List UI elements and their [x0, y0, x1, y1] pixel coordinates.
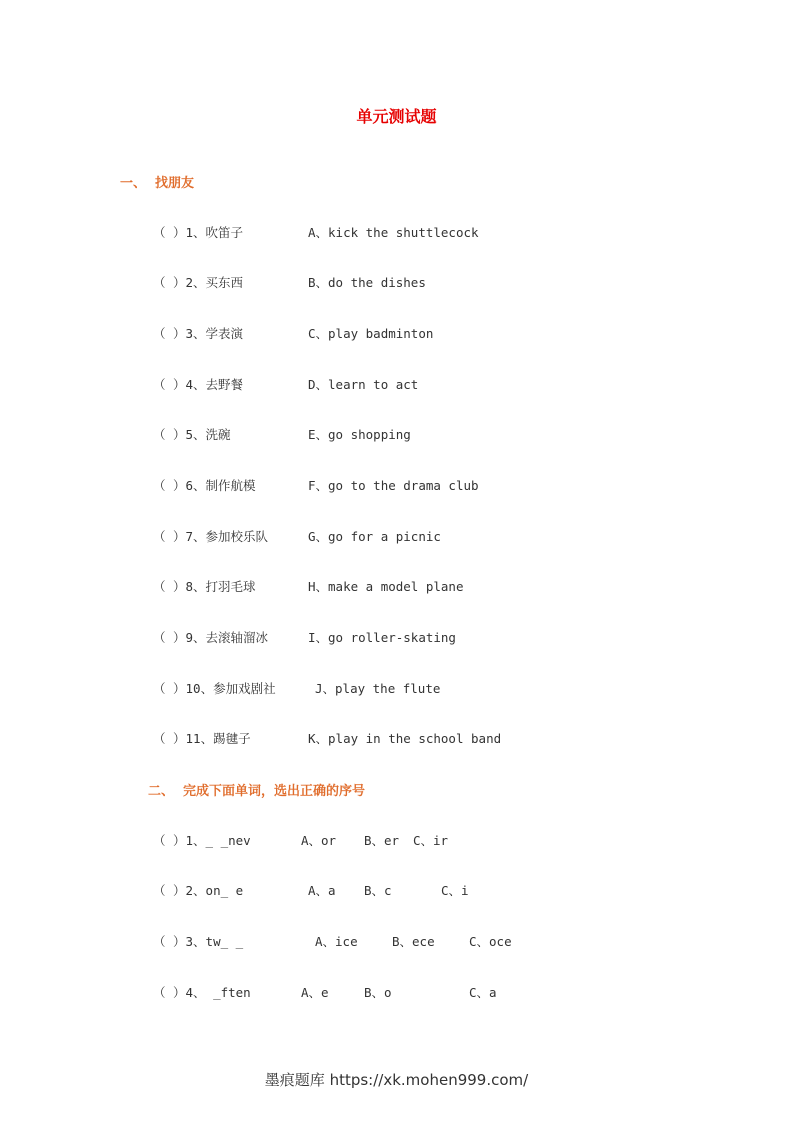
- english-phrase: F、go to the drama club: [308, 478, 479, 493]
- option-a: A、ice: [315, 934, 358, 949]
- section-2-heading: 二、 完成下面单词，选出正确的序号: [148, 784, 366, 799]
- option-b: B、c: [364, 883, 392, 898]
- option-a: A、a: [308, 883, 336, 898]
- chinese-phrase: （ ）5、洗碗: [153, 427, 231, 442]
- matching-row: [153, 527, 441, 572]
- english-phrase: C、play badminton: [308, 326, 434, 341]
- chinese-phrase: （ ）9、去滚轴溜冰: [153, 630, 269, 645]
- option-c: C、a: [469, 985, 497, 1000]
- question-stem: （ ）4、 _ften: [153, 985, 251, 1000]
- option-c: C、oce: [469, 934, 512, 949]
- chinese-phrase: （ ）8、打羽毛球: [153, 579, 256, 594]
- question-stem: （ ）1、_ _nev: [153, 833, 251, 848]
- chinese-phrase: （ ）7、参加校乐队: [153, 529, 269, 544]
- matching-row: [153, 729, 502, 774]
- chinese-phrase: （ ）2、买东西: [153, 275, 244, 290]
- page-title: 单元测试题: [356, 107, 437, 126]
- english-phrase: D、learn to act: [308, 377, 419, 392]
- matching-row: [153, 577, 464, 622]
- chinese-phrase: （ ）10、参加戏剧社: [153, 681, 276, 696]
- footer-watermark: 墨痕题库 https://xk.mohen999.com/: [264, 1071, 529, 1089]
- english-phrase: A、kick the shuttlecock: [308, 225, 479, 240]
- option-a: A、e: [301, 985, 329, 1000]
- chinese-phrase: （ ）6、制作航模: [153, 478, 256, 493]
- matching-row: [153, 223, 479, 268]
- english-phrase: E、go shopping: [308, 427, 411, 442]
- option-c: C、ir: [413, 833, 449, 848]
- chinese-phrase: （ ）1、吹笛子: [153, 225, 244, 240]
- option-b: B、ece: [392, 934, 435, 949]
- english-phrase: H、make a model plane: [308, 579, 464, 594]
- option-b: B、er: [364, 833, 400, 848]
- matching-row: [153, 324, 434, 369]
- matching-row: [153, 375, 419, 420]
- chinese-phrase: （ ）11、踢毽子: [153, 731, 251, 746]
- question-stem: （ ）3、tw_ _: [153, 934, 244, 949]
- chinese-phrase: （ ）3、学表演: [153, 326, 244, 341]
- english-phrase: B、do the dishes: [308, 275, 426, 290]
- option-a: A、or: [301, 833, 337, 848]
- matching-row: [153, 679, 441, 724]
- chinese-phrase: （ ）4、去野餐: [153, 377, 244, 392]
- question-row: [153, 983, 497, 1058]
- section-1-heading: 一、 找朋友: [120, 176, 195, 191]
- question-stem: （ ）2、on_ e: [153, 883, 244, 898]
- english-phrase: G、go for a picnic: [308, 529, 441, 544]
- option-c: C、i: [441, 883, 469, 898]
- matching-row: [153, 425, 411, 470]
- english-phrase: K、play in the school band: [308, 731, 502, 746]
- matching-row: [153, 273, 426, 318]
- matching-row: [153, 628, 456, 673]
- english-phrase: J、play the flute: [315, 681, 441, 696]
- matching-row: [153, 476, 479, 521]
- english-phrase: I、go roller-skating: [308, 630, 456, 645]
- option-b: B、o: [364, 985, 392, 1000]
